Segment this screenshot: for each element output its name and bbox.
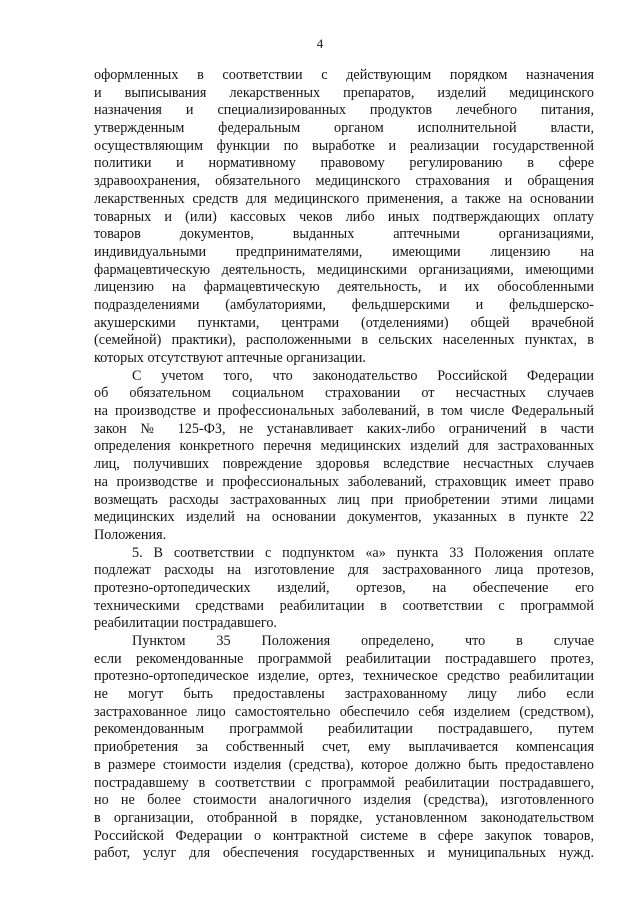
text-line: лицензию на фармацевтическую деятельность, и их обособленными xyxy=(94,279,594,296)
text-line: акушерскими пунктами, центрами (отделениями) общей врачебной xyxy=(94,314,594,331)
text-line: на производстве и профессиональных заболеваний, в том числе Федеральный xyxy=(94,403,594,420)
text-line: лиц, получивших повреждение здоровья вследствие несчастных случаев xyxy=(94,456,594,473)
text-line: и выписывания лекарственных препаратов, изделий медицинского xyxy=(94,84,594,101)
text-line: Положения. xyxy=(94,526,167,543)
text-line: реабилитации пострадавшего. xyxy=(94,615,277,632)
text-line: техническими средствами реабилитации в соответствии с программой xyxy=(94,597,594,614)
text-line: если рекомендованные программой реабилитации пострадавшего протез, xyxy=(94,650,594,667)
text-line: оформленных в соответствии с действующим порядком назначения xyxy=(94,67,594,83)
text-line: работ, услуг для обеспечения государственных и муниципальных нужд. xyxy=(94,845,594,862)
text-line: лекарственных средств для медицинского применения, а также на основании xyxy=(94,190,594,207)
page-number: 4 xyxy=(316,36,324,51)
text-line: в размере стоимости изделия (средства), которое должно быть предоставлено xyxy=(94,756,594,773)
text-line: которых отсутствуют аптечные организации. xyxy=(94,350,366,366)
text-line: назначения и специализированных продуктов лечебного питания, xyxy=(94,102,594,119)
text-line: осуществляющим функции по выработке и реализации государственной xyxy=(94,137,594,154)
text-line: фармацевтическую деятельность, медицинскими организациями, имеющими xyxy=(94,261,594,278)
text-line: медицинских изделий на основании документов, указанных в пункте 22 xyxy=(94,509,594,526)
document-body xyxy=(94,67,594,863)
text-line: пострадавшему в соответствии с программой реабилитации пострадавшего, xyxy=(94,774,594,791)
text-line: здравоохранения, обязательного медицинского страхования и обращения xyxy=(94,173,594,190)
text-line: на производстве и профессиональных заболеваний, страховщик имеет право xyxy=(94,473,594,490)
text-line: об обязательном социальном страховании от несчастных случаев xyxy=(94,385,594,402)
text-line: товаров документов, выданных аптечными организациями, xyxy=(94,226,594,243)
text-line: (семейной) практики), расположенными в сельских населенных пунктах, в xyxy=(94,332,594,349)
text-line: но не более стоимости аналогичного изделия (средства), изготовленного xyxy=(94,792,594,809)
text-line: не могут быть предоставлены застрахованному лицу либо если xyxy=(94,686,594,703)
text-line: рекомендованным программой реабилитации пострадавшего, путем xyxy=(94,721,594,738)
text-line: приобретения за собственный счет, ему выплачивается компенсация xyxy=(94,739,594,756)
text-line: возмещать расходы застрахованных лиц при приобретении этими лицами xyxy=(94,491,594,508)
text-line: утвержденным федеральным органом исполнительной власти, xyxy=(94,120,594,137)
text-line: С учетом того, что законодательство Российской Федерации xyxy=(132,367,594,384)
text-line: индивидуальными предпринимателями, имеющими лицензию на xyxy=(94,243,594,260)
text-line: закон № 125-ФЗ, не устанавливает каких-либо ограничений в части xyxy=(94,420,594,437)
text-line: Пунктом 35 Положения определено, что в случае xyxy=(132,633,594,649)
text-line: протезно-ортопедических изделий, ортезов, на обеспечение его xyxy=(94,579,594,596)
text-line: подлежат расходы на изготовление для застрахованного лица протезов, xyxy=(94,562,594,579)
text-line: подразделениями (амбулаториями, фельдшерскими и фельдшерско- xyxy=(94,296,594,313)
text-line: определения конкретного перечня медицинских изделий для застрахованных xyxy=(94,438,594,455)
text-line: Российской Федерации о контрактной системе в сфере закупок товаров, xyxy=(94,827,594,844)
text-line: в организации, отобранной в порядке, установленном законодательством xyxy=(94,809,594,826)
text-line: 5. В соответствии с подпунктом «а» пункта 33 Положения оплате xyxy=(132,544,594,561)
text-line: товарных и (или) кассовых чеков либо иных подтверждающих оплату xyxy=(94,208,594,225)
text-line: протезно-ортопедическое изделие, ортез, техническое средство реабилитации xyxy=(94,668,594,685)
text-line: политики и нормативному правовому регулированию в сфере xyxy=(94,155,594,172)
text-line: застрахованное лицо самостоятельно обеспечило себя изделием (средством), xyxy=(94,703,594,720)
